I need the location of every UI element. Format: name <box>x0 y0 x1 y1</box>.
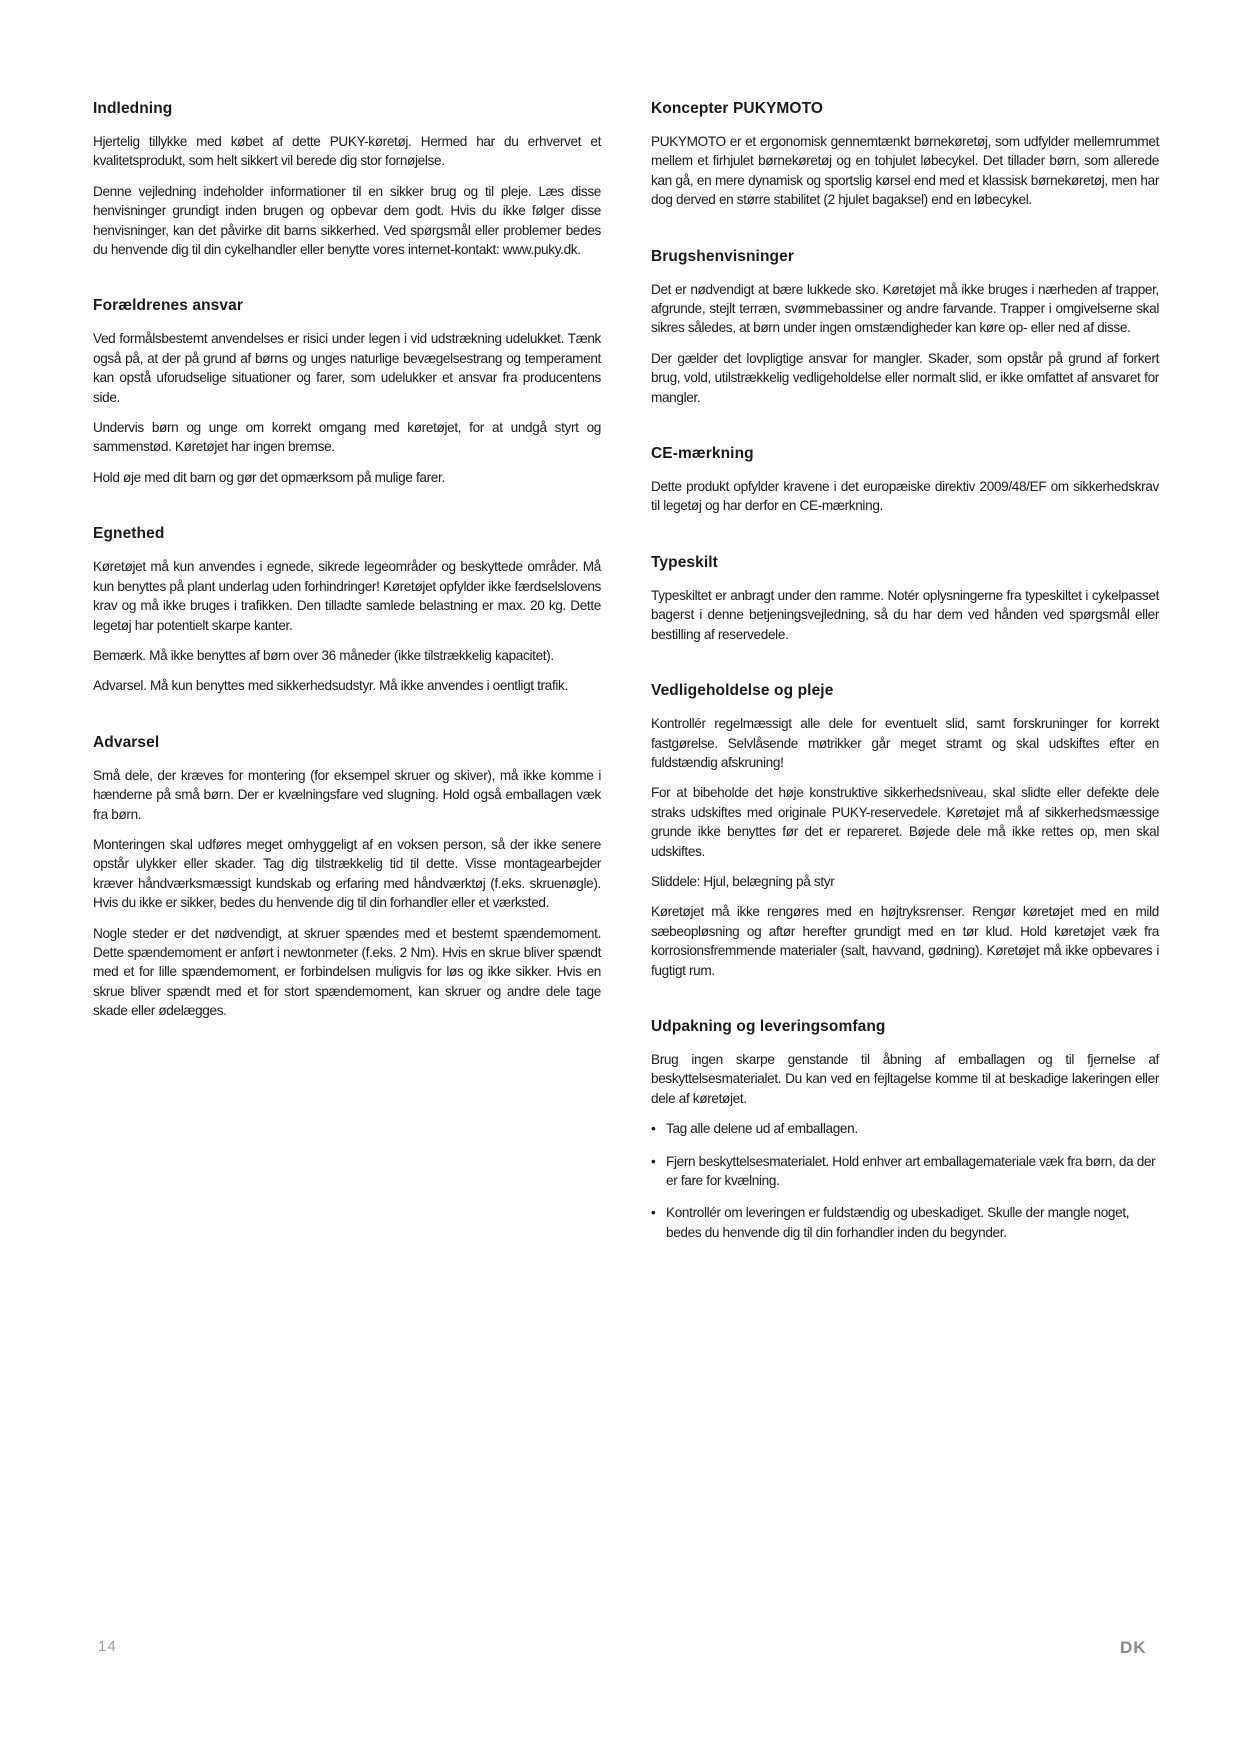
section-heading: CE-mærkning <box>651 445 754 463</box>
section-foraeldrenes-ansvar <box>93 297 601 487</box>
paragraph: Typeskiltet er anbragt under den ramme. Notér oplysningerne fra typeskiltet i cykelpasset bagerst i denne betjeningsvejledning, så du har dem ved hånden ved spørgsmål eller bestilling af reservedele. <box>651 587 1159 642</box>
paragraph: Der gælder det lovpligtige ansvar for mangler. Skader, som opstår på grund af forkert brug, vold, utilstrækkelig vedligeholdelse eller normalt slid, er ikke omfattet af ansvaret for mangler. <box>651 350 1159 405</box>
paragraph: Sliddele: Hjul, belægning på styr <box>651 873 835 889</box>
list-item: • Fjern beskyttelsesmaterialet. Hold enhver art emballagemateriale væk fra børn, da der er fare for kvælning. <box>651 1153 1156 1188</box>
paragraph: Køretøjet må kun anvendes i egnede, sikrede legeområder og beskyttede områder. Må kun benyttes på plant underlag uden forhindringer! Køretøjet opfylder ikke færdselslovens krav og må ikke bruges i trafikken. Den tilladte samlede belastning er max. 20 kg. Dette legetøj har potentielt skarpe kanter. <box>93 559 601 633</box>
paragraph: Denne vejledning indeholder informationer til en sikker brug og til pleje. Læs disse henvisninger grundigt inden brugen og opbevar dem godt. Hvis du ikke følger disse henvisninger, kan det påvirke dit barns sikkerhed. Ved spørgsmål eller problemer bedes du henvende dig til din cykelhandler eller benytte vores internet-kontakt: www.puky.dk. <box>93 183 601 258</box>
paragraph: Advarsel. Må kun benyttes med sikkerhedsudstyr. Må ikke anvendes i oentligt trafik. <box>93 678 568 694</box>
section-brugshenvisninger <box>651 248 1159 407</box>
paragraph: Små dele, der kræves for montering (for eksempel skruer og skiver), må ikke komme i hænderne på små børn. Der er kvælningsfare ved slugning. Hold også emballagen væk fra børn. <box>93 767 601 822</box>
paragraph: Nogle steder er det nødvendigt, at skruer spændes med et bestemt spændemoment. Dette spændemoment er anført i newtonmeter (f.eks. 2 Nm). Hvis en skrue bliver spændt med et for lille spændemoment, er forbindelsen muligvis for løs og ikke sikker. Hvis en skrue bliver spændt med et for stort spændemoment, kan skruer og andre dele tage skade eller ødelægges. <box>93 925 601 1019</box>
section-heading: Advarsel <box>93 733 160 751</box>
paragraph: Hjertelig tillykke med købet af dette PUKY-køretøj. Hermed har du erhvervet et kvalitetsprodukt, som helt sikkert vil berede dig stor fornøjelse. <box>93 134 601 169</box>
bullet-icon: • <box>651 1121 656 1137</box>
paragraph: Dette produkt opfylder kravene i det europæiske direktiv 2009/48/EF om sikkerhedskrav til legetøj og har derfor en CE-mærkning. <box>651 479 1159 514</box>
section-typeskilt <box>651 554 1159 644</box>
language-code: DK <box>1120 1638 1147 1657</box>
section-heading: Brugshenvisninger <box>651 247 794 265</box>
section-heading: Egnethed <box>93 525 165 543</box>
paragraph: Undervis børn og unge om korrekt omgang med køretøjet, for at undgå styrt og sammenstød. Køretøjet har ingen bremse. <box>93 420 601 455</box>
section-ce-maerkning <box>651 445 1159 516</box>
paragraph: Brug ingen skarpe genstande til åbning af emballagen og til fjernelse af beskyttelsesmaterialet. Du kan ved en fejltagelse komme til at beskadige lakeringen eller dele af køretøjet. <box>651 1051 1159 1106</box>
section-heading: Indledning <box>93 100 173 117</box>
section-heading: Typeskilt <box>651 553 718 571</box>
paragraph: Køretøjet må ikke rengøres med en højtryksrenser. Rengør køretøjet med en mild sæbeopløsning og aftør herefter grundigt med en tør klud. Hold køretøjet væk fra korrosionsfremmende materialer (salt, havvand, gødning). Køretøjet må ikke opbevares i fugtigt rum. <box>651 904 1159 978</box>
section-udpakning <box>651 1018 1159 1242</box>
list-item: • Tag alle delene ud af emballagen. <box>651 1119 1159 1138</box>
section-heading: Udpakning og leveringsomfang <box>651 1017 886 1035</box>
paragraph: Det er nødvendigt at bære lukkede sko. Køretøjet må ikke bruges i nærheden af trapper, afgrunde, stejlt terræn, svømmebassiner og andre farvande. Trapper i omgivelserne skal sikres således, at børn under ingen omstændigheder kan køre op- eller ned af disse. <box>651 281 1159 336</box>
section-koncepter <box>651 100 1159 210</box>
section-egnethed <box>93 525 601 695</box>
section-heading: Koncepter PUKYMOTO <box>651 100 824 117</box>
section-heading: Vedligeholdelse og pleje <box>651 682 834 700</box>
paragraph: For at bibeholde det høje konstruktive sikkerhedsniveau, skal slidte eller defekte dele straks udskiftes med originale PUKY-reservedele. Køretøjet må af sikkerhedsmæssige grunde ikke benyttes før det er repareret. Bøjede dele må ikke rettes op, men skal udskiftes. <box>651 785 1159 859</box>
left-column <box>93 100 601 1059</box>
paragraph: Kontrollér regelmæssigt alle dele for eventuelt slid, samt forskruninger for korrekt fastgørelse. Selvlåsende møtrikker går meget stramt og skal udskiftes efter en fuldstændig afskruning! <box>651 716 1159 770</box>
paragraph: PUKYMOTO er et ergonomisk gennemtænkt børnekøretøj, som udfylder mellemrummet mellem et firhjulet børnekøretøj og en tohjulet løbecykel. Det tillader børn, som allerede kan gå, en mere dynamisk og sportslig kørsel end med et klassisk børnekøretøj, men har dog derved en større stabilitet (2 hjulet bagaksel) end en løbecykel. <box>651 134 1159 208</box>
right-column <box>651 100 1159 1280</box>
section-advarsel <box>93 734 601 1021</box>
bullet-icon: • <box>651 1205 656 1221</box>
section-indledning <box>93 100 601 259</box>
paragraph: Bemærk. Må ikke benyttes af børn over 36 måneder (ikke tilstrækkelig kapacitet). <box>93 647 554 663</box>
list-item: • Kontrollér om leveringen er fuldstændig og ubeskadiget. Skulle der mangle noget, bedes du henvende dig til din forhandler inden du begynder. <box>651 1205 1130 1240</box>
bullet-list <box>651 1119 1159 1242</box>
paragraph: Monteringen skal udføres meget omhyggeligt af en voksen person, så der ikke senere opstår ulykker eller skader. Tag dig tilstrækkelig tid til dette. Visse montagearbejder kræver håndværksmæssigt kundskab og erfaring med håndværktøj (f.eks. skruenøgle). Hvis du ikke er sikker, bedes du henvende dig til din forhandler eller et værksted. <box>93 836 601 911</box>
bullet-icon: • <box>651 1153 656 1169</box>
paragraph: Ved formålsbestemt anvendelses er risici under legen i vid udstrækning udelukket. Tænk også på, at der på grund af børns og unges naturlige bevægelsestrang og temperament kan opstå uforudselige situationer og farer, som udelukker et ansvar fra producentens side. <box>93 331 601 405</box>
page-number: 14 <box>98 1638 117 1655</box>
paragraph: Hold øje med dit barn og gør det opmærksom på mulige farer. <box>93 469 445 485</box>
section-heading: Forældrenes ansvar <box>93 297 243 315</box>
section-vedligeholdelse <box>651 682 1159 980</box>
